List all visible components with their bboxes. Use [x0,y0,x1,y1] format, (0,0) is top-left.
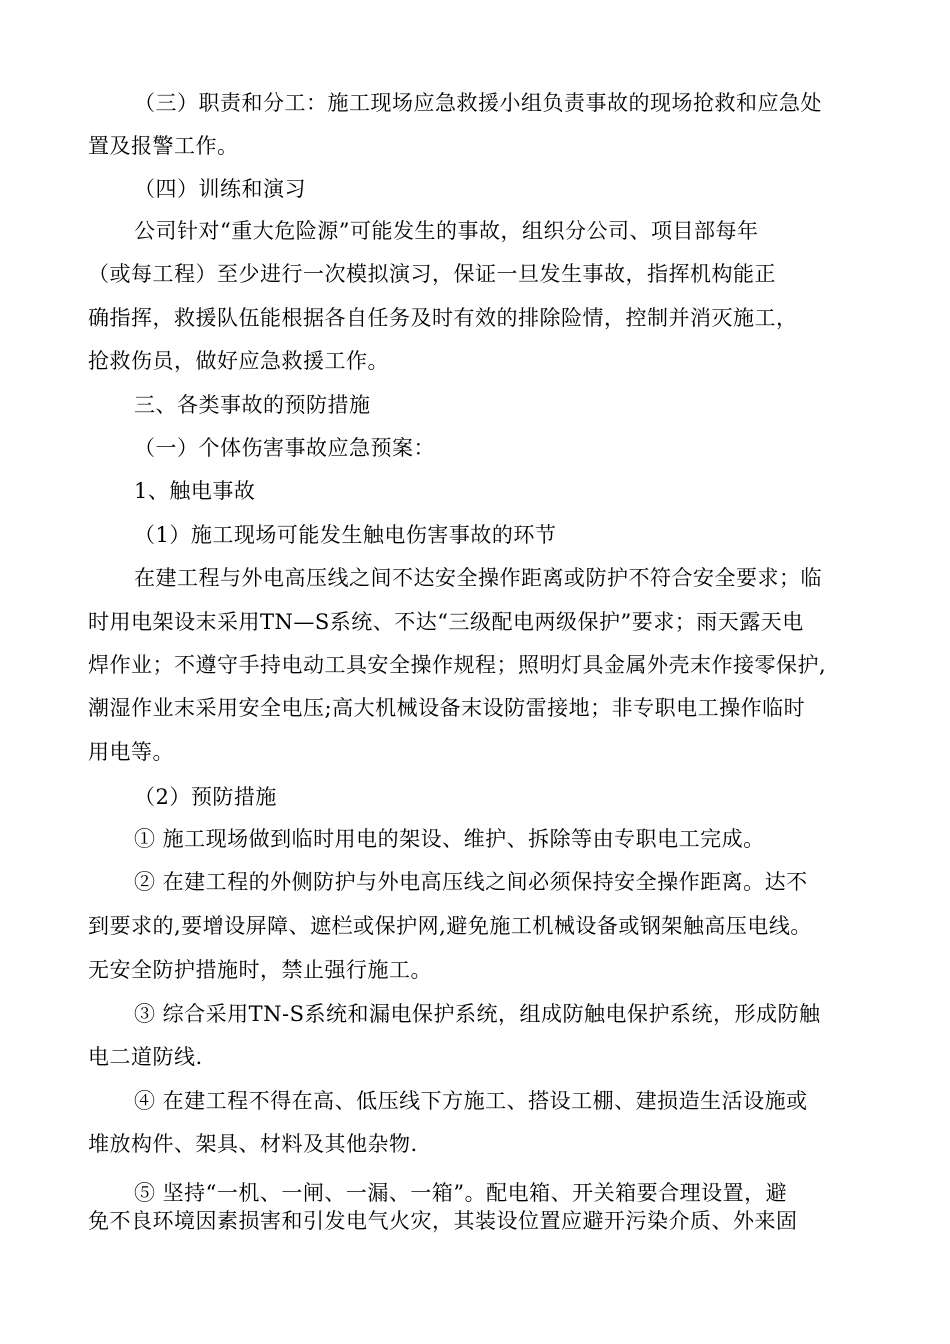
text-line: 公司针对“重大危险源”可能发生的事故，组织分公司、项目部每年 [134,219,759,243]
text-line: 置及报警工作。 [88,134,239,158]
text-line: ③ 综合采用TN-S系统和漏电保护系统，组成防触电保护系统，形成防触 [134,1002,821,1026]
text-line: ① 施工现场做到临时用电的架设、维护、拆除等由专职电工完成。 [134,827,765,851]
section-heading: （2）预防措施 [134,785,277,809]
section-heading: （一）个体伤害事故应急预案： [134,436,435,460]
text-line: ⑤ 坚持“一机、一闸、一漏、一箱”。配电箱、开关箱要合理设置，避 [134,1181,788,1205]
text-line: 确指挥，救援队伍能根据各自任务及时有效的排除险情，控制并消灭施工， [88,306,798,330]
section-heading: （1）施工现场可能发生触电伤害事故的环节 [134,523,557,547]
text-line: （或每工程）至少进行一次模拟演习，保证一旦发生事故，指挥机构能正 [88,262,776,286]
section-heading: 1、触电事故 [134,479,256,503]
text-line: 抢救伤员，做好应急救援工作。 [88,349,389,373]
text-line: （三）职责和分工：施工现场应急救援小组负责事故的现场抢救和应急处 [134,91,822,115]
text-line: ② 在建工程的外侧防护与外电高压线之间必须保持安全操作距离。达不 [134,870,808,894]
text-line: ④ 在建工程不得在高、低压线下方施工、搭设工棚、建损造生活设施或 [134,1089,808,1113]
text-line: 时用电架设末采用TN—S系统、不达“三级配电两级保护”要求；雨天露天电 [88,610,804,634]
section-heading: 三、各类事故的预防措施 [134,393,371,417]
text-line: 到要求的,要增设屏障、遮栏或保护网,避免施工机械设备或钢架触高压电线。 [88,914,812,938]
text-line: 免不良环境因素损害和引发电气火灾，其装设位置应避开污染介质、外来固 [88,1209,798,1233]
text-line: 用电等。 [88,740,174,764]
text-line: 堆放构件、架具、材料及其他杂物. [88,1132,418,1156]
text-line: 无安全防护措施时，禁止强行施工。 [88,958,432,982]
section-heading: （四）训练和演习 [134,177,306,201]
text-line: 电二道防线. [88,1045,203,1069]
text-line: 焊作业；不遵守手持电动工具安全操作规程；照明灯具金属外壳末作接零保护, [88,653,827,677]
text-line: 在建工程与外电高压线之间不达安全操作距离或防护不符合安全要求；临 [134,566,822,590]
text-line: 潮湿作业末采用安全电压;高大机械设备末设防雷接地；非专职电工操作临时 [88,696,806,720]
